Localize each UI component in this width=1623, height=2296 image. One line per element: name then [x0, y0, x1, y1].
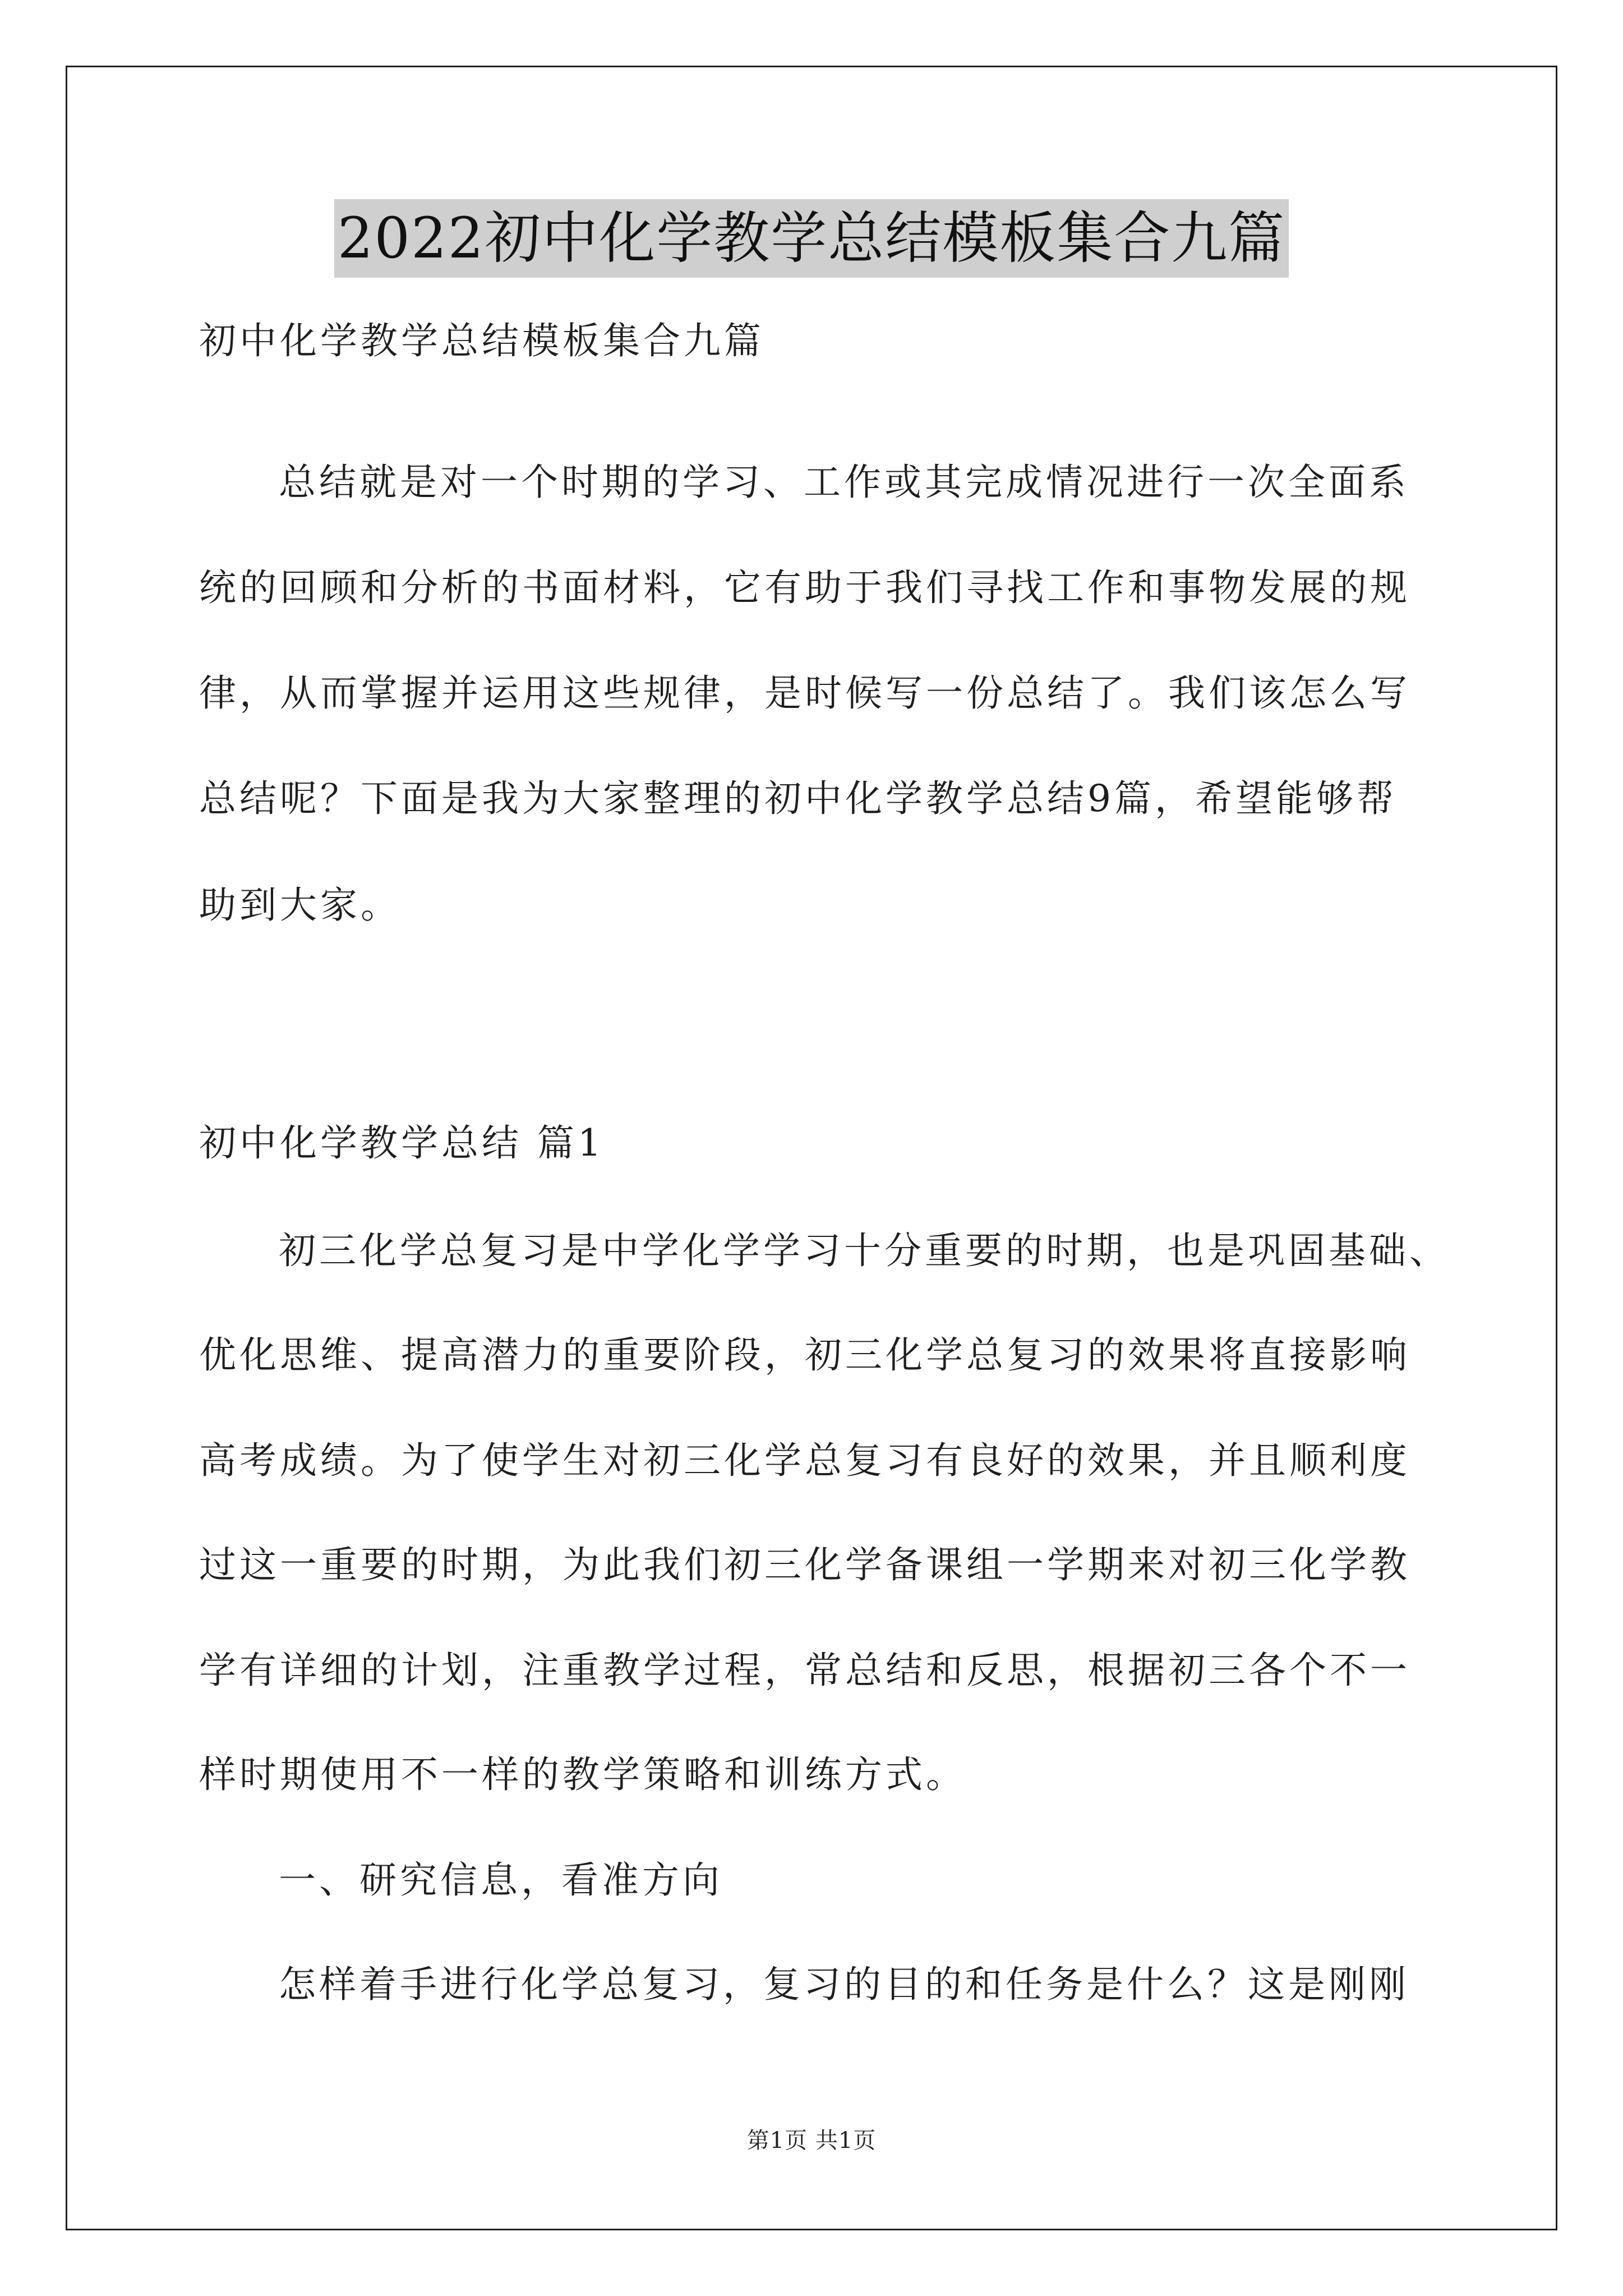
paragraph-line: 优化思维、提高潜力的重要阶段，初三化学总复习的效果将直接影响 [199, 1333, 1410, 1377]
subsection-heading: 一、研究信息，看准方向 [279, 1858, 723, 1902]
title-area [0, 199, 1623, 278]
section-heading: 初中化学教学总结 篇1 [199, 1121, 605, 1165]
doc-subtitle: 初中化学教学总结模板集合九篇 [199, 319, 764, 362]
paragraph-line: 初三化学总复习是中学化学学习十分重要的时期，也是巩固基础、 [279, 1229, 1450, 1272]
paragraph-line: 统的回顾和分析的书面材料，它有助于我们寻找工作和事物发展的规 [199, 566, 1410, 609]
paragraph-line: 总结就是对一个时期的学习、工作或其完成情况进行一次全面系 [279, 461, 1409, 504]
paragraph-line: 怎样着手进行化学总复习，复习的目的和任务是什么？这是刚刚 [279, 1963, 1409, 2006]
paragraph-line: 高考成绩。为了使学生对初三化学总复习有良好的效果，并且顺利度 [199, 1439, 1410, 1482]
paragraph-line: 学有详细的计划，注重教学过程，常总结和反思，根据初三各个不一 [199, 1649, 1410, 1692]
paragraph-line: 总结呢？下面是我为大家整理的初中化学教学总结9篇，希望能够帮 [199, 777, 1397, 820]
document-title: 2022初中化学教学总结模板集合九篇 [334, 199, 1289, 278]
paragraph-line: 律，从而掌握并运用这些规律，是时候写一份总结了。我们该怎么写 [199, 671, 1410, 715]
paragraph-line: 助到大家。 [199, 884, 401, 927]
paragraph-line: 样时期使用不一样的教学策略和训练方式。 [199, 1753, 966, 1796]
paragraph-line: 过这一重要的时期，为此我们初三化学备课组一学期来对初三化学教 [199, 1543, 1410, 1586]
page-footer: 第1页 共1页 [746, 2128, 877, 2154]
